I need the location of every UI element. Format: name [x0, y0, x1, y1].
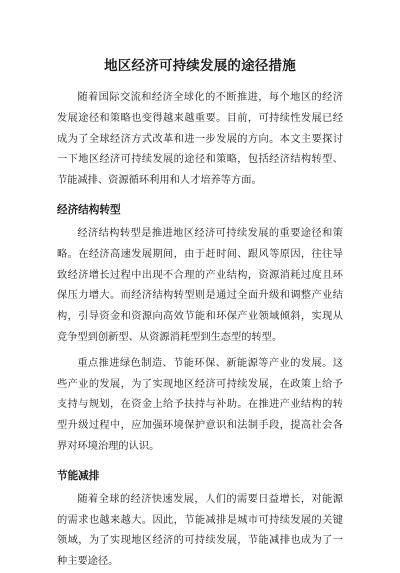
intro-paragraph: 随着国际交流和经济全球化的不断推进，每个地区的经济发展途径和策略也变得越来越重要。目前，可持续性发展已经成为了全球经济方式改革和进一步发展的方向。本文主要探讨一下地区经济可持续发展的途径和策略，包括经济结构转型、节能减排、资源循环利用和人才培养等方面。 — [57, 92, 343, 187]
section-heading-energy-saving: 节能减排 — [57, 469, 100, 482]
economic-structure-paragraph-2: 重点推进绿色制造、节能环保、新能源等产业的发展。这些产业的发展，为了实现地区经济可持续发展，在政策上给予支持与规划，在资金上给予扶持与补助。在推进产业结构的转型升级过程中，应加强环境保护意识和法制手段，提高社会各界对环境治理的认识。 — [57, 357, 343, 452]
energy-saving-paragraph-1: 随着全球的经济快速发展，人们的需要日益增长，对能源的需求也越来越大。因此，节能减排是城市可持续发展的关键领域，为了实现地区经济的可持续发展，节能减排也成为了一种主要途径。 — [57, 493, 343, 568]
section-heading-economic-structure: 经济结构转型 — [57, 203, 121, 216]
economic-structure-paragraph-1: 经济结构转型是推进地区经济可持续发展的重要途径和策略。在经济高速发展期间，由于赶时间、跟风等原因，往往导致经济增长过程中出现不合理的产业结构，资源消耗过度且环保压力增大。而经济结构转型则是通过全面升级和调整产业结构，引导资金和资源向高效节能和环保产业领域倾斜，实现从竞争型到创新型、从资源消耗型到生态型的转型。 — [57, 227, 343, 343]
document-title: 地区经济可持续发展的途径措施 — [104, 58, 296, 74]
